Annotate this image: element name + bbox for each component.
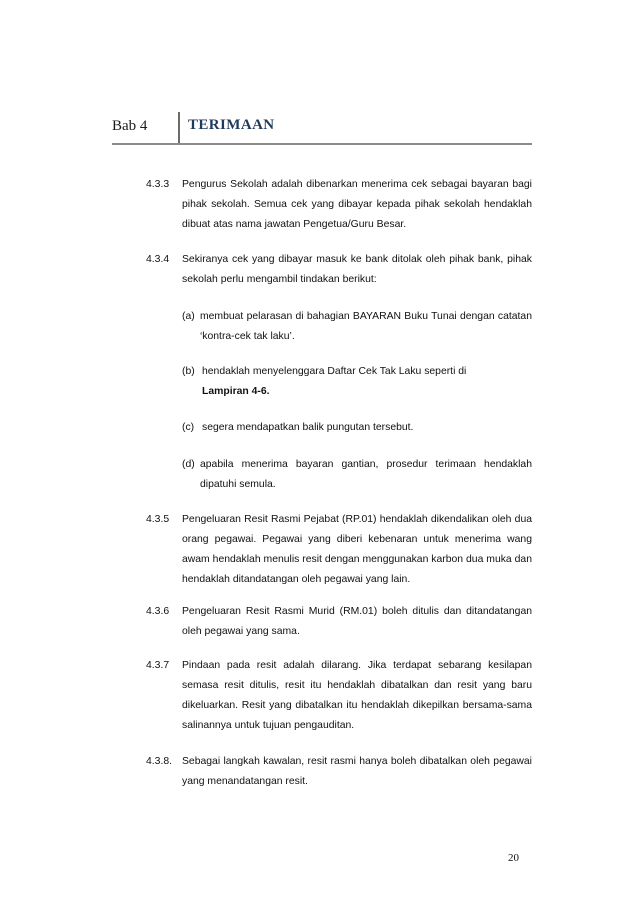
section-text: Pengurus Sekolah adalah dibenarkan menerima cek sebagai bayaran bagi pihak sekolah. Semua cek yang dibayar kepada pihak sekolah hendaklah dibuat atas nama jawatan Pengetua/Guru Besar.	[182, 179, 532, 230]
section-number: 4.3.5	[146, 514, 170, 525]
list-item-text	[202, 362, 532, 402]
section-text: Pengeluaran Resit Rasmi Pejabat (RP.01) hendaklah dikendalikan oleh dua orang pegawai. Pegawai yang diberi kebenaran untuk menerima wang awam hendaklah menulis resit dengan menggunakan karbon dua muka dan hendaklah ditandatangan oleh pegawai yang lain.	[182, 514, 532, 585]
section-text: Pengeluaran Resit Rasmi Murid (RM.01) boleh ditulis dan ditandatangan oleh pegawai yang sama.	[182, 606, 532, 637]
list-item-label: (d)	[182, 459, 195, 470]
list-item-text: segera mendapatkan balik pungutan tersebut.	[202, 422, 414, 433]
section-number: 4.3.6	[146, 606, 170, 617]
chapter-label: Bab 4	[112, 118, 148, 134]
list-item-text: apabila menerima bayaran gantian, prosedur terimaan hendaklah dipatuhi semula.	[200, 459, 532, 490]
list-item-text-main: hendaklah menyelenggara Daftar Cek Tak Laku seperti di	[202, 366, 467, 377]
list-item-text: membuat pelarasan di bahagian BAYARAN Buku Tunai dengan catatan ‘kontra-cek tak laku’.	[200, 311, 532, 342]
header-divider	[178, 112, 180, 144]
header-rule	[112, 143, 532, 145]
list-item-label: (b)	[182, 366, 195, 377]
chapter-title: TERIMAAN	[188, 117, 275, 133]
section-text: Sebagai langkah kawalan, resit rasmi hanya boleh dibatalkan oleh pegawai yang menandatangan resit.	[182, 756, 532, 787]
list-item-label: (c)	[182, 422, 195, 433]
lampiran-reference: Lampiran 4-6.	[202, 386, 270, 397]
list-item-label: (a)	[182, 311, 195, 322]
page-number: 20	[508, 852, 519, 864]
section-text: Sekiranya cek yang dibayar masuk ke bank ditolak oleh pihak bank, pihak sekolah perlu mengambil tindakan berikut:	[182, 254, 532, 285]
section-number: 4.3.8.	[146, 756, 172, 767]
section-number: 4.3.7	[146, 660, 170, 671]
section-number: 4.3.3	[146, 179, 170, 190]
section-text: Pindaan pada resit adalah dilarang. Jika terdapat sebarang kesilapan semasa resit ditulis, resit itu hendaklah dibatalkan dan resit yang baru dikeluarkan. Resit yang dibatalkan itu hendaklah dikepilkan bersama-sama salinannya untuk tujuan pengauditan.	[182, 660, 532, 731]
section-number: 4.3.4	[146, 254, 170, 265]
